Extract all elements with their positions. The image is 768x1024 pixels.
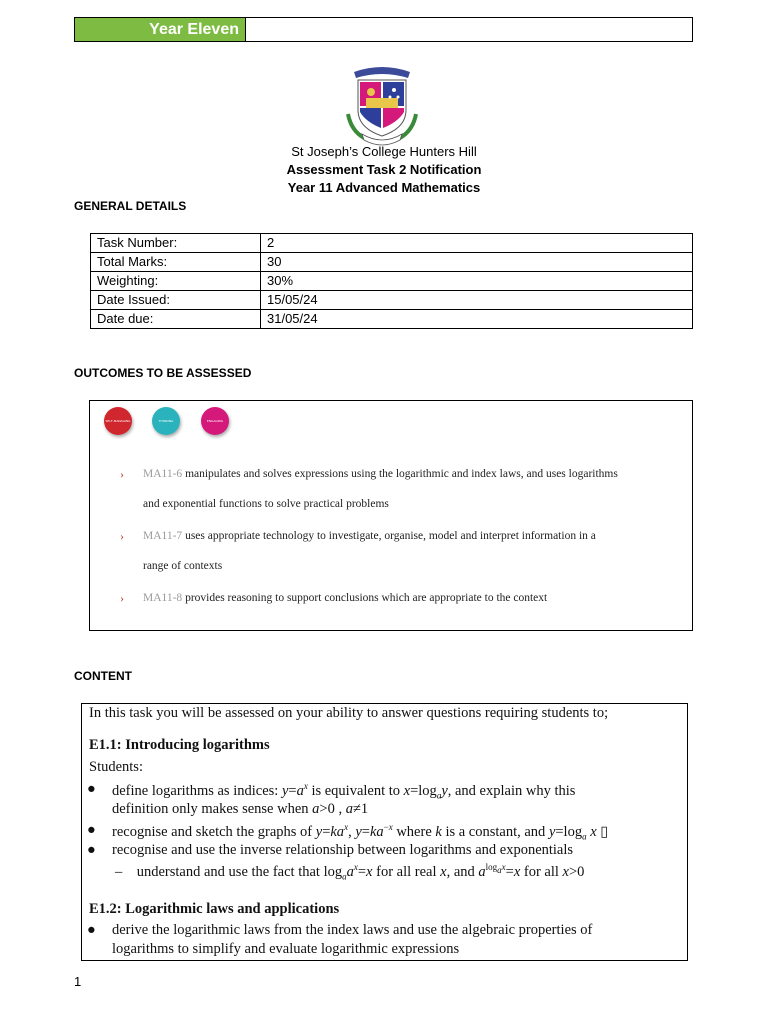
content-bullet-cont: definition only makes sense when a>0 , a≠1 [112, 801, 369, 817]
row-label: Task Number: [91, 234, 261, 253]
section-title: E1.1: Introducing logarithms [89, 737, 270, 753]
students-label: Students: [89, 759, 143, 775]
outcome-text: manipulates and solves expressions using the logarithmic and index laws, and uses logarithms [182, 468, 618, 480]
year-label: Year Eleven [75, 18, 246, 41]
chevron-right-icon: › [120, 529, 124, 543]
row-label: Date Issued: [91, 291, 261, 310]
text: define logarithms as indices: [112, 782, 282, 799]
outcome-code: MA11-7 [143, 530, 183, 542]
general-details-heading: GENERAL DETAILS [74, 199, 187, 213]
text: is a constant, and [441, 823, 549, 840]
row-value: 30% [261, 272, 693, 291]
general-details-table [90, 233, 693, 329]
course-title: Year 11 Advanced Mathematics [287, 180, 481, 195]
thinking-critically-badge-icon: THINKING CRITICALLY [152, 407, 180, 435]
content-bullet: recognise and sketch the graphs of $y=ka^x$, $y=ka^{-x}$ where k is a constant, and $y=\log_a$ x ▯ [112, 822, 609, 842]
text: for all [520, 863, 563, 880]
self-managing-badge-icon: SELF-MANAGING [104, 407, 132, 435]
text: for all real [372, 863, 441, 880]
content-bullet: define logarithms as indices: $y=a^x$ is equivalent to $x=\log_ay$, and explain why this [112, 781, 576, 801]
school-name: St Joseph’s College Hunters Hill [291, 144, 477, 159]
outcome-text-cont: and exponential functions to solve practical problems [143, 498, 389, 510]
text: understand and use the fact that [136, 863, 324, 880]
text: where [392, 823, 436, 840]
outcome-text: uses appropriate technology to investigate, organise, model and interpret information in a [182, 530, 596, 542]
text: recognise and sketch the graphs of [112, 823, 316, 840]
page-number: 1 [74, 974, 82, 989]
outcomes-heading: OUTCOMES TO BE ASSESSED [74, 366, 252, 380]
content-box [81, 703, 688, 961]
college-crest-icon [344, 64, 420, 146]
content-heading: CONTENT [74, 669, 132, 683]
engaging-badge-icon: ENGAGING [201, 407, 229, 435]
row-value: 2 [261, 234, 693, 253]
outcome-item [120, 521, 680, 581]
section-title: E1.2: Logarithmic laws and applications [89, 901, 340, 917]
bullet-icon: ● [87, 822, 96, 838]
content-intro: In this task you will be assessed on your ability to answer questions requiring students to; [89, 705, 609, 721]
content-bullet: derive the logarithmic laws from the index laws and use the algebraic properties of [112, 922, 593, 938]
row-value: 15/05/24 [261, 291, 693, 310]
bullet-icon: ● [87, 781, 96, 797]
outcome-code: MA11-8 [143, 592, 183, 604]
outcome-item [120, 583, 680, 613]
row-label: Total Marks: [91, 253, 261, 272]
table-row [91, 253, 693, 272]
row-label: Date due: [91, 310, 261, 329]
row-value: 31/05/24 [261, 310, 693, 329]
table-row [91, 234, 693, 253]
row-value: 30 [261, 253, 693, 272]
outcome-code: MA11-6 [143, 468, 183, 480]
table-row [91, 310, 693, 329]
outcome-text: provides reasoning to support conclusions which are appropriate to the context [182, 592, 548, 604]
chevron-right-icon: › [120, 591, 124, 605]
task-title: Assessment Task 2 Notification [286, 162, 482, 177]
chevron-right-icon: › [120, 467, 124, 481]
text: is equivalent to [307, 782, 404, 799]
content-bullet: recognise and use the inverse relationship between logarithms and exponentials [112, 842, 574, 858]
row-label: Weighting: [91, 272, 261, 291]
outcome-item [120, 459, 680, 519]
content-bullet-cont: logarithms to simplify and evaluate logarithmic expressions [112, 941, 460, 957]
text: , and [446, 863, 479, 880]
text: , and explain why this [447, 782, 576, 799]
bullet-icon: ● [87, 842, 96, 858]
text: definition only makes sense when [112, 801, 313, 817]
table-row [91, 272, 693, 291]
outcomes-box [89, 400, 693, 631]
year-header-bar [74, 17, 693, 42]
bullet-icon: ● [87, 922, 96, 938]
outcome-text-cont: range of contexts [143, 560, 223, 572]
content-sub-bullet: – understand and use the fact that $\log_aa^x=x$ for all real x, and $a^{log_ax}=x$ for all x>0 [115, 862, 585, 882]
table-row [91, 291, 693, 310]
